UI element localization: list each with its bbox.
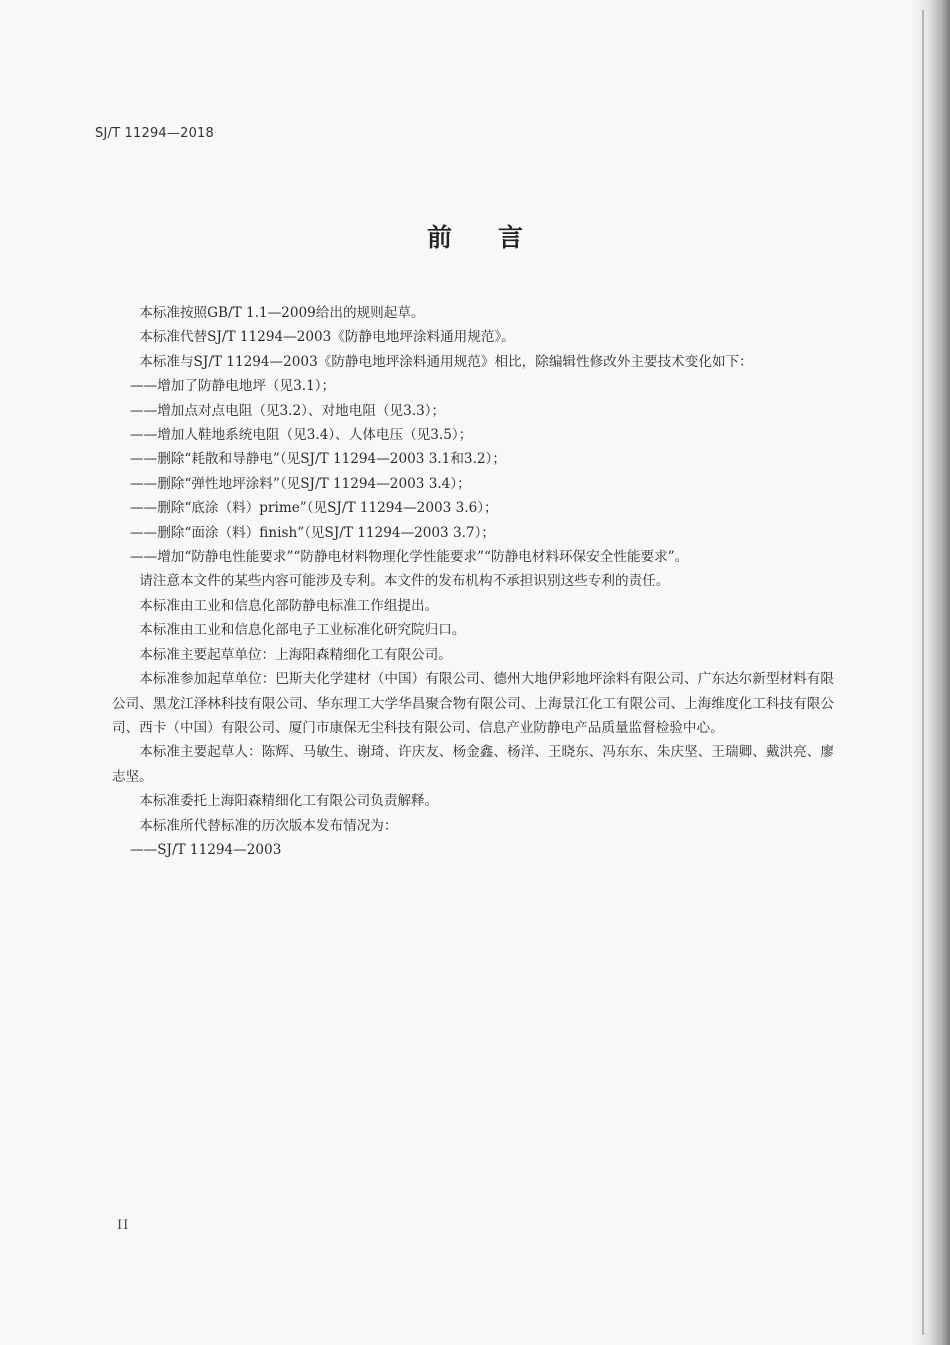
standard-code: SJ/T 11294—2018 [95,126,214,141]
change-item: ——删除“底涂（料）prime”（见SJ/T 11294—2003 3.6）； [130,500,498,517]
page-number: II [117,1218,130,1233]
history-item: ——SJ/T 11294—2003 [130,841,282,858]
paragraph: 本标准由工业和信息化部防静电标准工作组提出。 [139,597,439,614]
paragraph: 请注意本文件的某些内容可能涉及专利。本文件的发布机构不承担识别这些专利的责任。 [139,573,670,590]
scan-edge-line [922,10,924,1335]
change-item: ——增加了防静电地坪（见3.1）； [130,378,336,395]
change-item: ——增加人鞋地系统电阻（见3.4）、人体电压（见3.5）； [130,427,473,444]
paragraph: 本标准委托上海阳森精细化工有限公司负责解释。 [139,793,439,810]
change-item: ——增加“防静电性能要求”“防静电材料物理化学性能要求”“防静电材料环保安全性能要求”。 [130,549,689,566]
paragraph: 本标准与SJ/T 11294—2003《防静电地坪涂料通用规范》相比，除编辑性修改外主要技术变化如下： [139,353,753,370]
paragraph: 本标准按照GB/T 1.1—2009给出的规则起草。 [139,305,425,321]
paragraph: 本标准所代替标准的历次版本发布情况为： [139,817,398,834]
change-item: ——增加点对点电阻（见3.2）、对地电阻（见3.3）； [130,402,446,419]
paragraph: 本标准参加起草单位：巴斯夫化学建材（中国）有限公司、德州大地伊彩地坪涂料有限公司、广东达尔新型材料有限公司、黑龙江泽林科技有限公司、华东理工大学华昌聚合物有限公司、上海景江化工有限公司、上海维度化工科技有限公司、西卡（中国）有限公司、厦门市康保无尘科技有限公司、信息产业防静电产品质量监督检验中心。 [112,671,834,736]
page-title: 前言 [426,223,569,252]
paragraph: 本标准主要起草单位：上海阳森精细化工有限公司。 [139,646,452,663]
paragraph: 本标准由工业和信息化部电子工业标准化研究院归口。 [139,622,466,639]
paragraph: 本标准主要起草人：陈辉、马敏生、谢琦、许庆友、杨金鑫、杨洋、王晓东、冯东东、朱庆坚、王瑞卿、戴洪亮、廖志坚。 [112,744,834,785]
change-item: ——删除“耗散和导静电”（见SJ/T 11294—2003 3.1和3.2）； [130,451,506,468]
paragraph: 本标准代替SJ/T 11294—2003《防静电地坪涂料通用规范》。 [139,329,515,346]
change-item: ——删除“弹性地坪涂料”（见SJ/T 11294—2003 3.4）； [130,475,471,492]
scan-edge-shadow [910,0,950,1345]
foreword-body [112,301,834,862]
change-item: ——删除“面涂（料）finish”（见SJ/T 11294—2003 3.7）； [130,524,496,541]
